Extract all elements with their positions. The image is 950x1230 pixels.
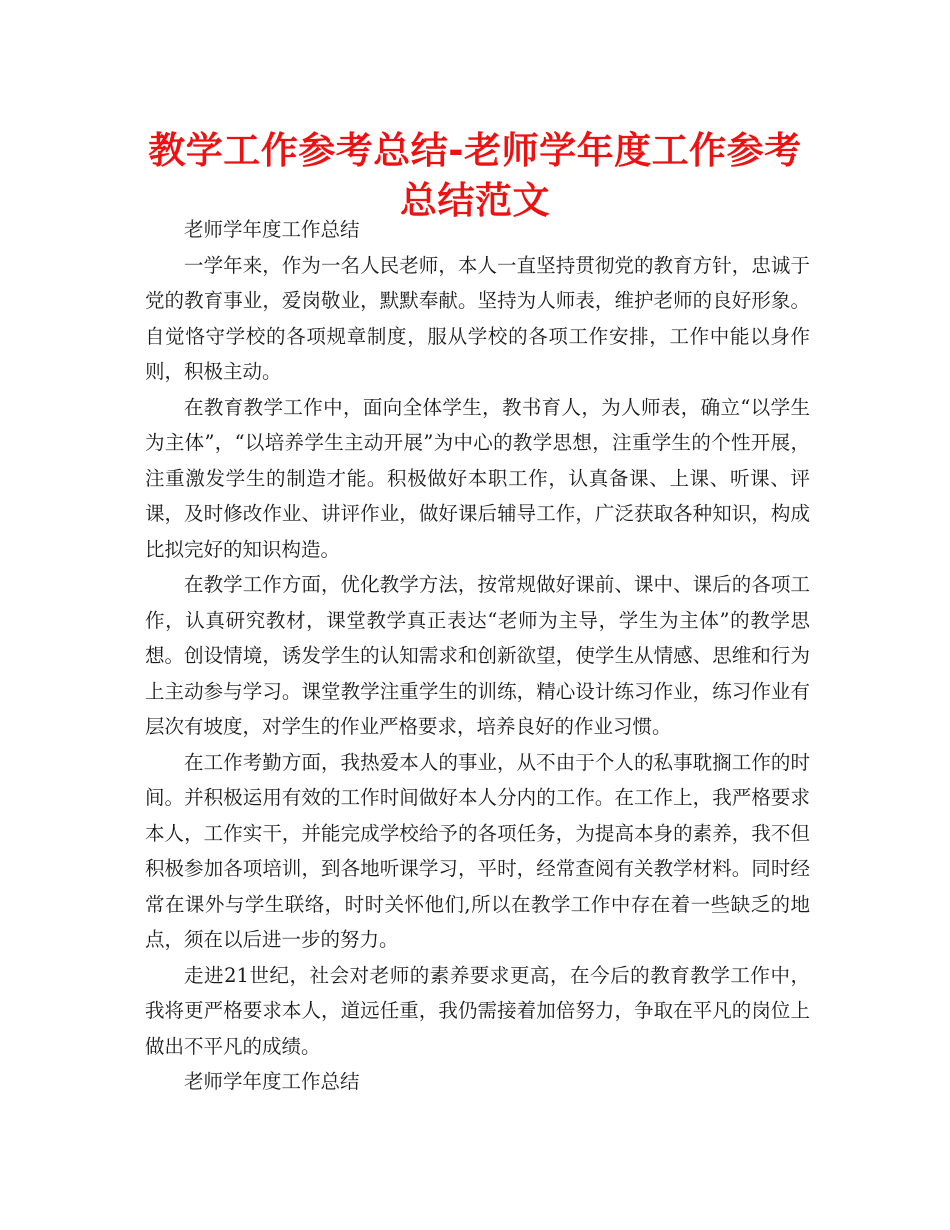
section-heading-repeat: 老师学年度工作总结 [184, 1070, 360, 1093]
section-heading: 老师学年度工作总结 [184, 218, 360, 241]
paragraph-intro: 一学年来，作为一名人民老师，本人一直坚持贯彻党的教育方针，忠诚于党的教育事业，爱岗敬业，默默奉献。坚持为人师表，维护老师的良好形象。自觉恪守学校的各项规章制度，服从学校的各项工作安排，工作中能以身作则，积极主动。 [145, 253, 810, 383]
paragraph-outlook: 走进21世纪，社会对老师的素养要求更高，在今后的教育教学工作中，我将更严格要求本人，道远任重，我仍需接着加倍努力，争取在平凡的岗位上做出不平凡的成绩。 [145, 963, 810, 1058]
paragraph-teaching: 在教育教学工作中，面向全体学生，教书育人，为人师表，确立“以学生为主体”，“以培养学生主动开展”为中心的教学思想，注重学生的个性开展，注重激发学生的制造才能。积极做好本职工作，认真备课、上课、听课、评课，及时修改作业、讲评作业，做好课后辅导工作，广泛获取各种知识，构成比拟完好的知识构造。 [145, 395, 810, 561]
document-body [145, 212, 810, 1100]
paragraph-methods: 在教学工作方面，优化教学方法，按常规做好课前、课中、课后的各项工作，认真研究教材，课堂教学真正表达“老师为主导，学生为主体”的教学思想。创设情境，诱发学生的认知需求和创新欲望，使学生从情感、思维和行为上主动参与学习。课堂教学注重学生的训练，精心设计练习作业，练习作业有层次有坡度，对学生的作业严格要求，培养良好的作业习惯。 [145, 573, 810, 738]
document-title: 教学工作参考总结-老师学年度工作参考总结范文 [148, 129, 802, 222]
paragraph-attendance: 在工作考勤方面，我热爱本人的事业，从不由于个人的私事耽搁工作的时间。并积极运用有效的工作时间做好本人分内的工作。在工作上，我严格要求本人，工作实干，并能完成学校给予的各项任务，为提高本身的素养，我不但积极参加各项培训，到各地听课学习，平时，经常查阅有关教学材料。同时经常在课外与学生联络，时时关怀他们,所以在教学工作中存在着一些缺乏的地点，须在以后进一步的努力。 [145, 750, 810, 951]
